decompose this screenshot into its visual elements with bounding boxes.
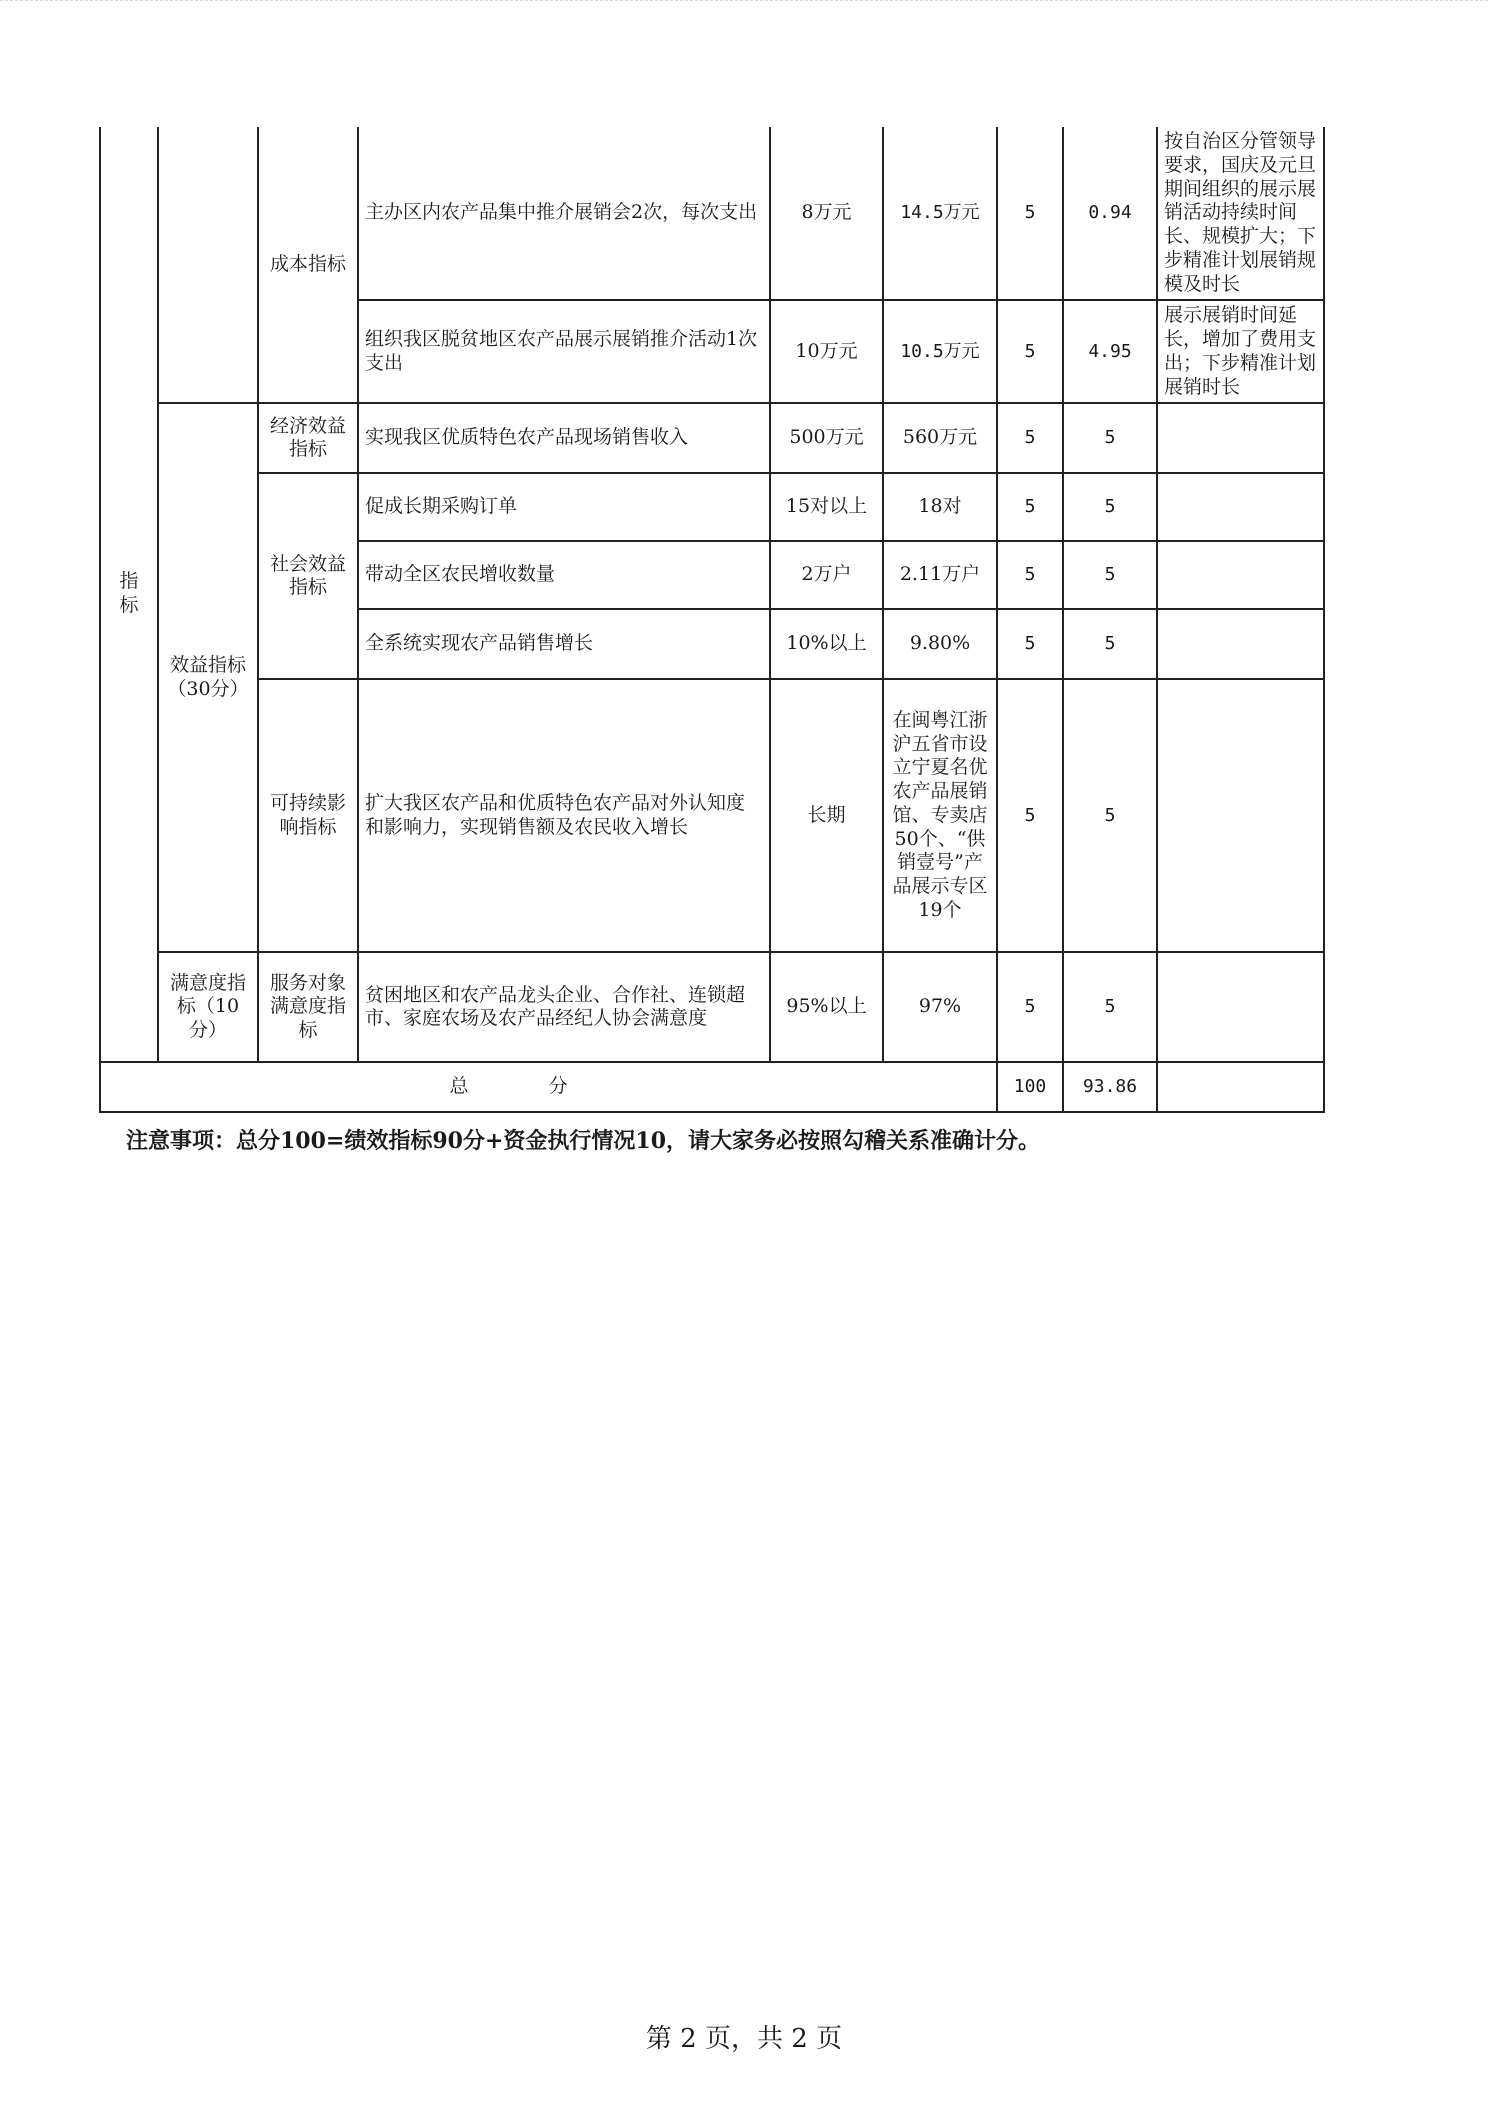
scan-top-edge	[0, 0, 1488, 11]
indicator-cell: 实现我区优质特色农产品现场销售收入	[358, 403, 770, 473]
actual-cell: 10.5万元	[883, 300, 997, 403]
level3-social: 社会效益指标	[258, 473, 358, 679]
weight-cell: 5	[997, 127, 1063, 300]
table-row	[100, 127, 1324, 300]
actual-cell: 2.11万户	[883, 541, 997, 609]
indicator-cell: 促成长期采购订单	[358, 473, 770, 541]
remark-cell	[1157, 473, 1324, 541]
score-cell: 5	[1063, 679, 1157, 952]
level3-cost: 成本指标	[258, 127, 358, 403]
total-label: 总分	[100, 1062, 997, 1112]
score-cell: 5	[1063, 473, 1157, 541]
score-cell: 0.94	[1063, 127, 1157, 300]
notice-text: 注意事项：总分100=绩效指标90分+资金执行情况10，请大家务必按照勾稽关系准确计分。	[126, 1128, 1041, 1154]
weight-cell: 5	[997, 541, 1063, 609]
remark-cell: 展示展销时间延长，增加了费用支出；下步精准计划展销时长	[1157, 300, 1324, 403]
level2-satisfaction: 满意度指标（10分）	[158, 952, 258, 1062]
level1-cell	[100, 127, 158, 1062]
total-row	[100, 1062, 1324, 1112]
actual-cell: 在闽粤江浙沪五省市设立宁夏名优农产品展销馆、专卖店50个、“供销壹号”产品展示专区19个	[883, 679, 997, 952]
target-cell: 10%以上	[770, 609, 883, 679]
target-cell: 500万元	[770, 403, 883, 473]
indicator-cell: 带动全区农民增收数量	[358, 541, 770, 609]
indicator-cell: 组织我区脱贫地区农产品展示展销推介活动1次支出	[358, 300, 770, 403]
performance-indicator-table	[99, 127, 1325, 1113]
indicator-cell: 扩大我区农产品和优质特色农产品对外认知度和影响力，实现销售额及农民收入增长	[358, 679, 770, 952]
score-cell: 5	[1063, 952, 1157, 1062]
weight-cell: 5	[997, 403, 1063, 473]
remark-cell	[1157, 609, 1324, 679]
indicator-cell: 全系统实现农产品销售增长	[358, 609, 770, 679]
total-score: 93.86	[1063, 1062, 1157, 1112]
target-cell: 8万元	[770, 127, 883, 300]
level2-benefit: 效益指标（30分）	[158, 403, 258, 952]
table-row	[100, 403, 1324, 473]
remark-cell	[1157, 679, 1324, 952]
table-row	[100, 473, 1324, 541]
weight-cell: 5	[997, 679, 1063, 952]
level3-economic: 经济效益指标	[258, 403, 358, 473]
table-row	[100, 952, 1324, 1062]
target-cell: 长期	[770, 679, 883, 952]
page-number: 第 2 页，共 2 页	[645, 2024, 843, 2054]
remark-cell	[1157, 952, 1324, 1062]
level1-label: 指 标	[119, 570, 139, 617]
level2-cell-empty	[158, 127, 258, 403]
target-cell: 10万元	[770, 300, 883, 403]
level3-satisfaction: 服务对象满意度指标	[258, 952, 358, 1062]
score-cell: 4.95	[1063, 300, 1157, 403]
score-cell: 5	[1063, 541, 1157, 609]
weight-cell: 5	[997, 300, 1063, 403]
actual-cell: 14.5万元	[883, 127, 997, 300]
actual-cell: 97%	[883, 952, 997, 1062]
total-remark	[1157, 1062, 1324, 1112]
indicator-cell: 贫困地区和农产品龙头企业、合作社、连锁超市、家庭农场及农产品经纪人协会满意度	[358, 952, 770, 1062]
target-cell: 2万户	[770, 541, 883, 609]
score-cell: 5	[1063, 403, 1157, 473]
actual-cell: 9.80%	[883, 609, 997, 679]
actual-cell: 560万元	[883, 403, 997, 473]
remark-cell	[1157, 541, 1324, 609]
level3-sustainable: 可持续影响指标	[258, 679, 358, 952]
weight-cell: 5	[997, 609, 1063, 679]
total-weight: 100	[997, 1062, 1063, 1112]
target-cell: 95%以上	[770, 952, 883, 1062]
table-row	[100, 679, 1324, 952]
target-cell: 15对以上	[770, 473, 883, 541]
weight-cell: 5	[997, 952, 1063, 1062]
score-cell: 5	[1063, 609, 1157, 679]
indicator-cell: 主办区内农产品集中推介展销会2次，每次支出	[358, 127, 770, 300]
remark-cell	[1157, 403, 1324, 473]
remark-cell: 按自治区分管领导要求，国庆及元旦期间组织的展示展销活动持续时间长、规模扩大；下步精准计划展销规模及时长	[1157, 127, 1324, 300]
actual-cell: 18对	[883, 473, 997, 541]
weight-cell: 5	[997, 473, 1063, 541]
